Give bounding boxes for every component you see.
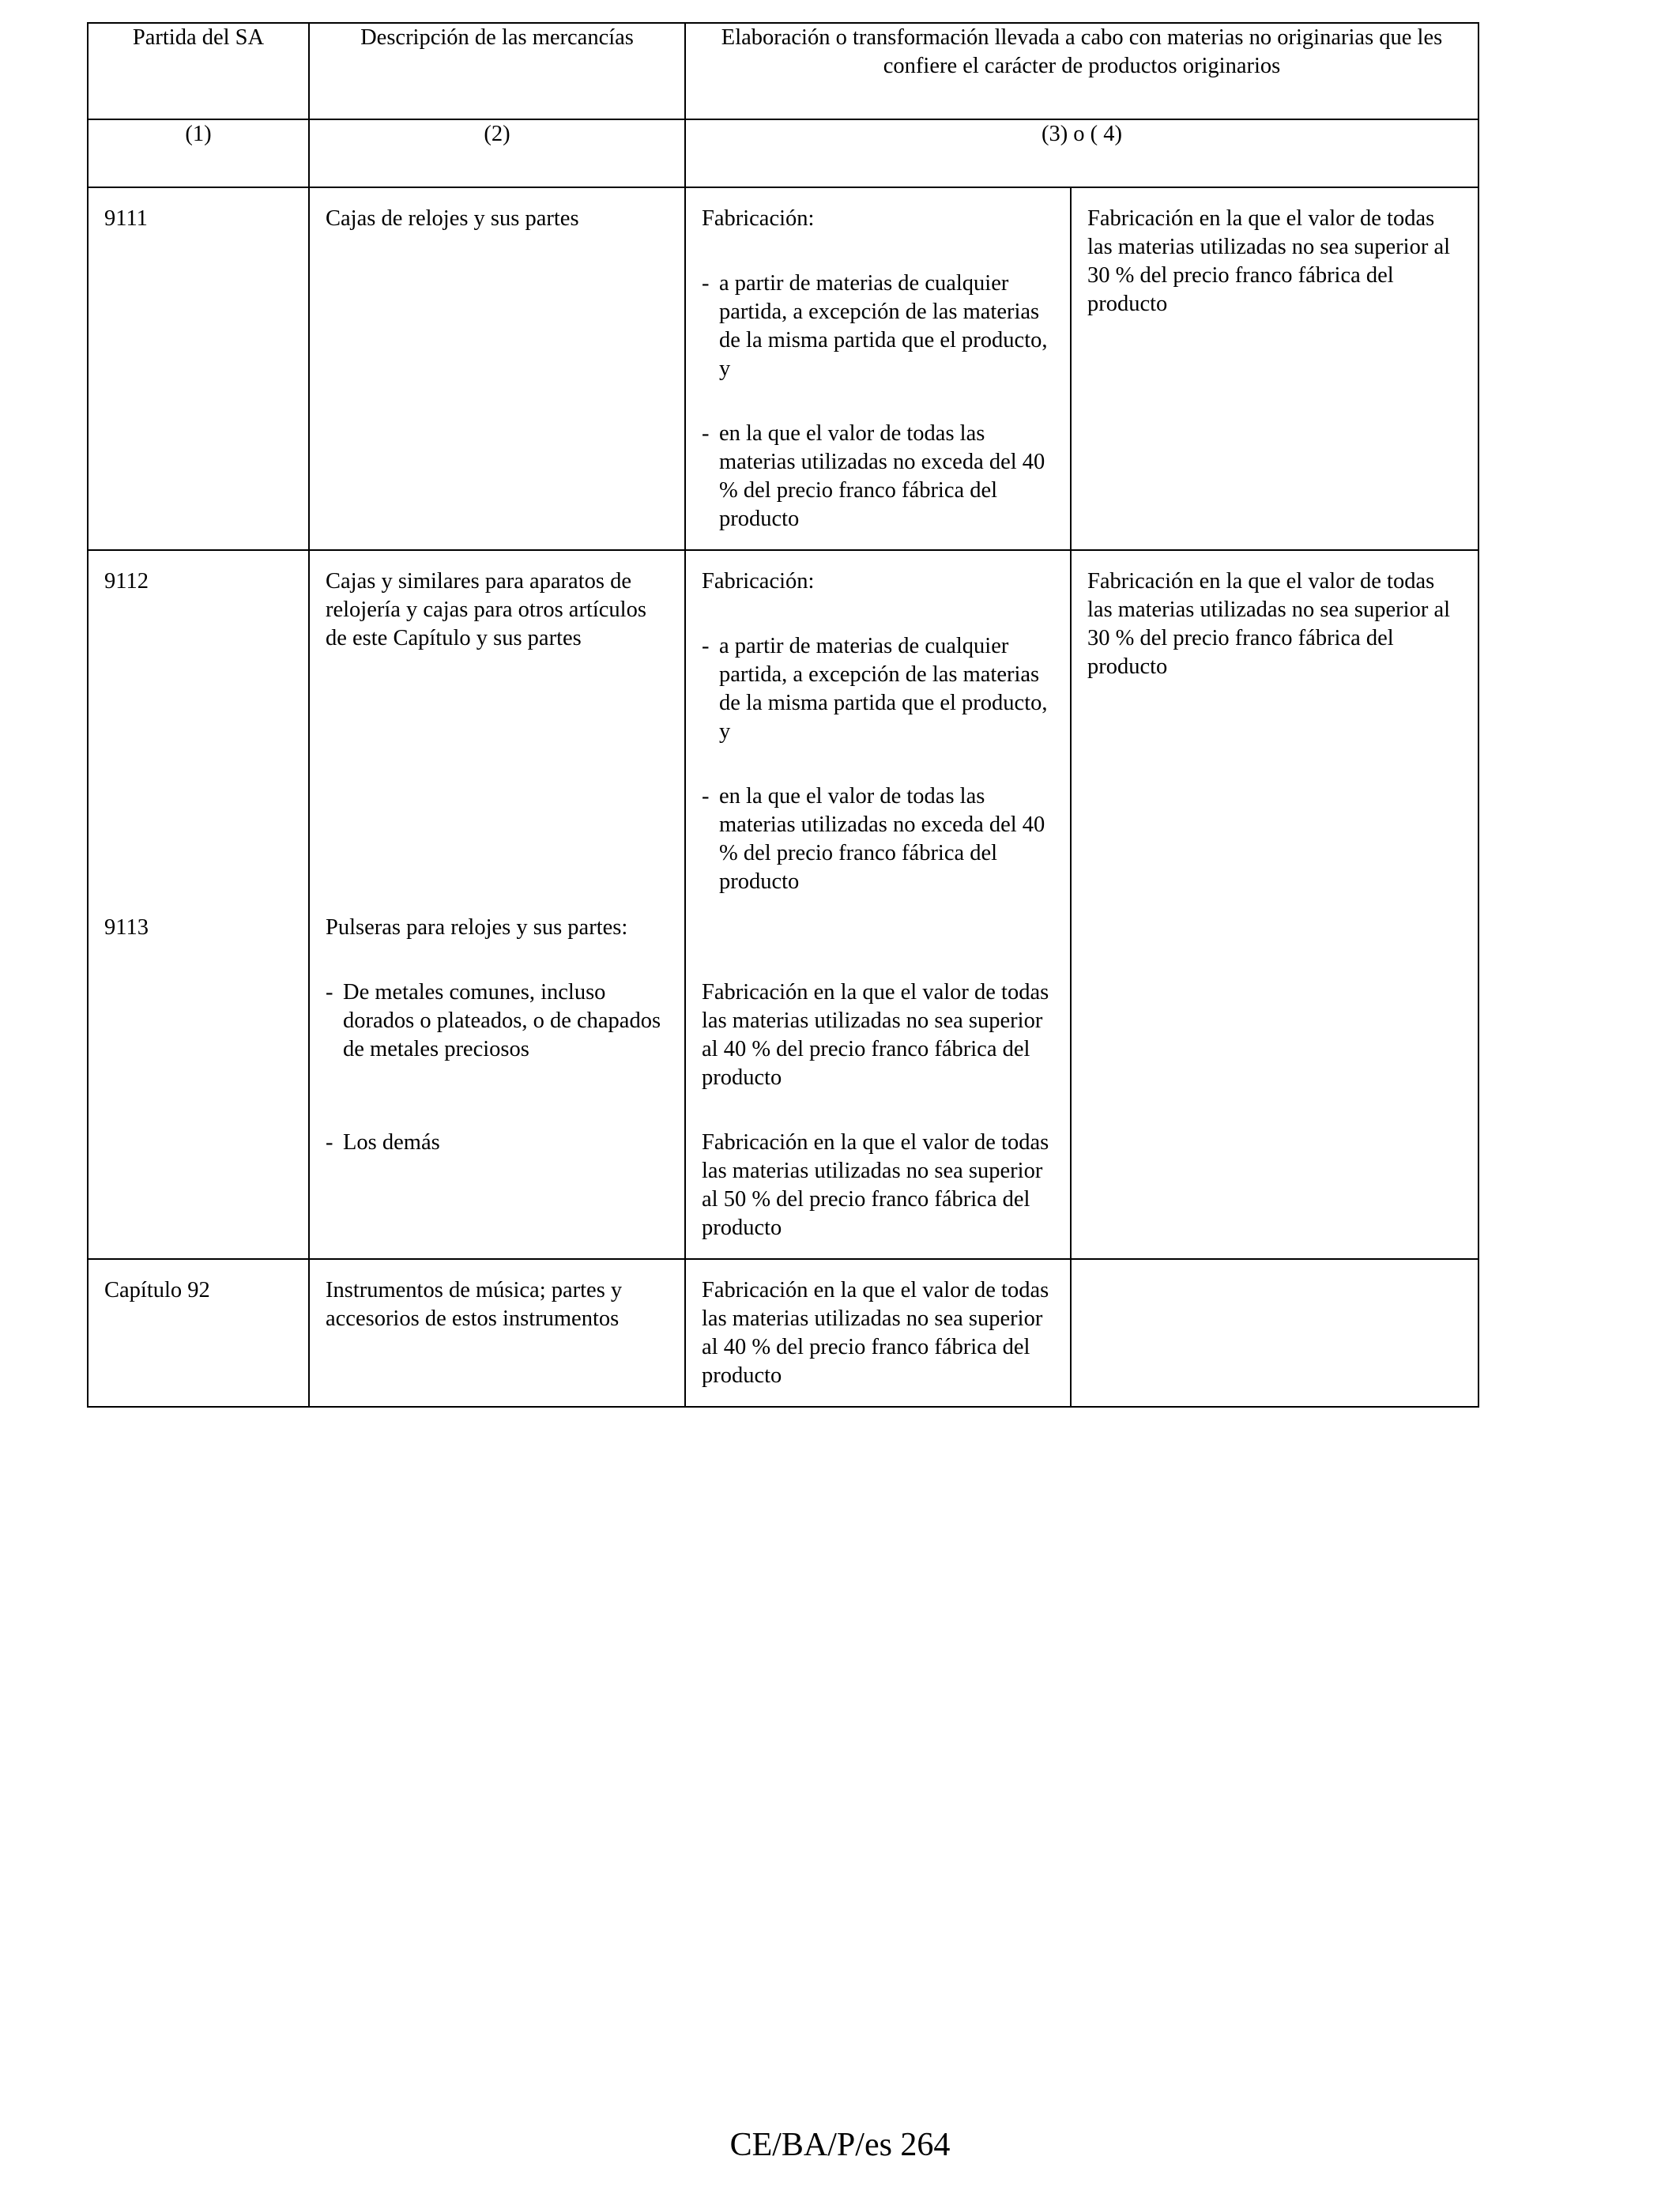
dash-mark: - [702, 421, 710, 446]
code-cell [88, 1259, 309, 1407]
list-item: - a partir de materias de cualquier partida, a excepción de las materias de la misma partida que el producto, y [702, 270, 1054, 383]
page-footer: CE/BA/P/es 264 [729, 2127, 951, 2163]
code: 9113 [104, 915, 149, 940]
list-item: - en la que el valor de todas las materias utilizadas no exceda del 40 % del precio franco fábrica del producto [702, 782, 1054, 896]
header-col3 [685, 23, 1478, 119]
code: 9112 [104, 569, 149, 594]
table-row [88, 550, 1478, 912]
col3-title: Fabricación: [702, 569, 815, 594]
description: Instrumentos de música; partes y accesorios de estos instrumentos [326, 1278, 623, 1331]
code: 9111 [104, 206, 148, 231]
col4-cell [1071, 1259, 1478, 1407]
list-item: - Los demás [326, 1129, 669, 1157]
header-col2: Descripción de las mercancías [309, 23, 685, 119]
col3-cell [685, 187, 1071, 550]
dash-mark: - [326, 1130, 333, 1155]
col4-cell [1071, 187, 1478, 550]
header-col1: Partida del SA [88, 23, 309, 119]
col4-text: Fabricación en la que el valor de todas las materias utilizadas no sea superior al 30 % del precio franco fábrica del producto [1087, 206, 1451, 316]
code-cell [88, 550, 309, 912]
dash-mark: - [702, 784, 710, 809]
list-item: - a partir de materias de cualquier partida, a excepción de las materias de la misma partida que el producto, y [702, 632, 1054, 746]
table-row [88, 187, 1478, 550]
col4-text: Fabricación en la que el valor de todas las materias utilizadas no sea superior al 30 % del precio franco fábrica del producto [1087, 569, 1451, 679]
col3-text: Fabricación en la que el valor de todas las materias utilizadas no sea superior al 40 % del precio franco fábrica del producto [702, 980, 1049, 1090]
col3-cell [685, 912, 1071, 1259]
header-num2: (2) [309, 119, 685, 187]
dash-mark: - [702, 271, 710, 296]
description-cell [309, 550, 685, 912]
col3-title: Fabricación: [702, 206, 815, 231]
col3-text: Fabricación en la que el valor de todas las materias utilizadas no sea superior al 50 % del precio franco fábrica del producto [702, 1130, 1049, 1240]
code-cell [88, 187, 309, 550]
dash-mark: - [326, 980, 333, 1005]
description-cell [309, 187, 685, 550]
header-num1: (1) [88, 119, 309, 187]
header-col3-text: Elaboración o transformación llevada a cabo con materias no originarias que les confiere el carácter de productos originarios [721, 25, 1443, 78]
description: Cajas y similares para aparatos de relojería y cajas para otros artículos de este Capítulo y sus partes [326, 569, 646, 650]
dash-mark: - [702, 634, 710, 658]
col3-cell [685, 1259, 1071, 1407]
table-row [88, 1259, 1478, 1407]
description-cell [309, 1259, 685, 1407]
header-num34: (3) o ( 4) [685, 119, 1478, 187]
origin-rules-table [87, 22, 1479, 1408]
col4-text [1072, 1260, 1478, 1292]
col3-cell [685, 550, 1071, 912]
col4-cell [1071, 550, 1478, 1259]
header-row [88, 23, 1478, 119]
code-cell [88, 912, 309, 1259]
description-cell [309, 912, 685, 1259]
list-item: - en la que el valor de todas las materias utilizadas no exceda del 40 % del precio franco fábrica del producto [702, 420, 1054, 533]
description: Cajas de relojes y sus partes [326, 206, 579, 231]
description: Pulseras para relojes y sus partes: [326, 915, 628, 940]
code: Capítulo 92 [104, 1278, 210, 1302]
col3-text: Fabricación en la que el valor de todas las materias utilizadas no sea superior al 40 % del precio franco fábrica del producto [702, 1278, 1049, 1388]
list-item: - De metales comunes, incluso dorados o plateados, o de chapados de metales preciosos [326, 978, 669, 1064]
header-number-row [88, 119, 1478, 187]
